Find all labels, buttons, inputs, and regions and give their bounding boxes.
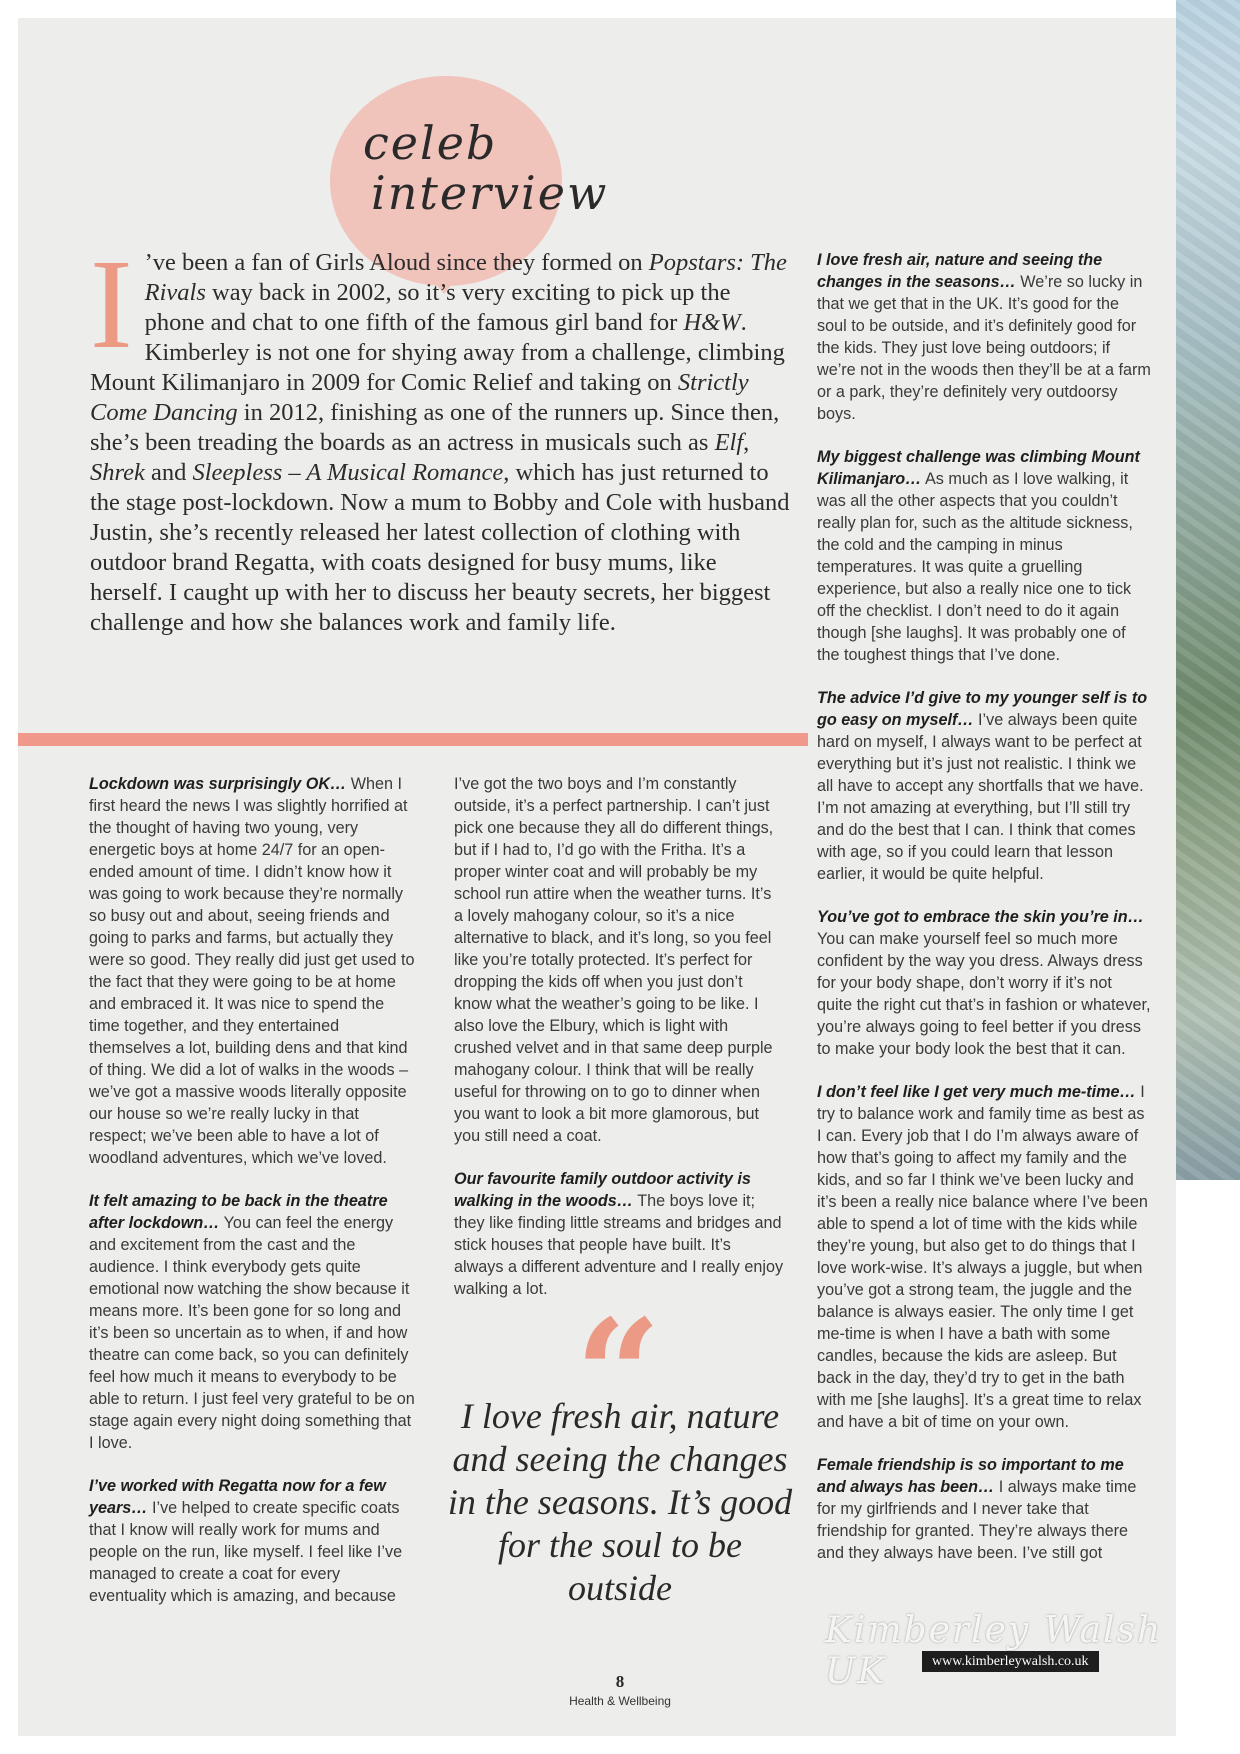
intro-title-strictly: Strictly Come Dancing <box>90 369 749 426</box>
intro-title-sleepless: Sleepless – A Musical Romance <box>192 459 504 486</box>
paragraph-body: When I first heard the news I was slightly horrified at the thought of having two young, very energetic boys at home 24/7 for an open-ended amount of time. I didn’t know how it was going to work because they’re normally so busy out and about, seeing friends and going to parks and farms, but actually they were so good. They really did just get used to the fact that they were going to be at home and embraced it. It was nice to spend the time together, and they entertained themselves a lot, building dens and that kind of thing. We did a lot of walks in the woods – we’ve got a massive woods literally opposite our house so we’re really lucky in that respect; we’ve been able to have a lot of woodland adventures, which we’ve loved. <box>89 775 415 1167</box>
paragraph-body: The boys love it; they like finding little streams and bridges and stick houses that people have built. It’s always a different adventure and I really enjoy walking a lot. <box>454 1192 784 1298</box>
section-title <box>363 118 683 218</box>
watermark-url: www.kimberleywalsh.co.uk <box>922 1651 1099 1672</box>
intro-text: . Kimberley is not one for shying away from a challenge, climbing Mount Kilimanjaro in 2009 for Comic Relief and taking on <box>90 309 785 396</box>
paragraph-body: I always make time for my girlfriends and I never take that friendship for granted. They’re always there and they always have been. I’ve still got <box>817 1478 1137 1562</box>
paragraph-lead: I don’t feel like I get very much me-time… <box>817 1083 1136 1101</box>
intro-text: and <box>144 459 193 486</box>
article-paragraph <box>817 249 1151 425</box>
article-paragraph <box>817 906 1151 1060</box>
section-title-line1: celeb <box>363 116 498 170</box>
article-paragraph <box>817 446 1151 666</box>
intro-text: in 2012, finishing as one of the runners up. Since then, she’s been treading the boards as an actress in musicals such as <box>90 399 780 456</box>
paragraph-body: I’ve helped to create specific coats that I know will really work for mums and people on the run, like myself. I feel like I’ve managed to create a coat for every eventuality which is amazing, and because <box>89 1499 403 1605</box>
paragraph-body: You can make yourself feel so much more confident by the way you dress. Always dress for your body shape, don’t worry if it’s not quite the right cut that’s in fashion or whatever, you’re always going to feel better if you dress to make your body look the best that it can. <box>817 930 1151 1058</box>
divider-rule <box>18 733 808 746</box>
paragraph-lead: You’ve got to embrace the skin you’re in… <box>817 908 1144 926</box>
intro-paragraph <box>90 233 790 638</box>
article-paragraph <box>454 1168 784 1300</box>
article-paragraph <box>817 687 1151 885</box>
intro-text: , which has just returned to the stage post-lockdown. Now a mum to Bobby and Cole with husband Justin, she’s recently released her latest collection of clothing with outdoor brand Regatta, with coats designed for busy mums, like herself. I caught up with her to discuss her beauty secrets, her biggest challenge and how she balances work and family life. <box>90 459 790 636</box>
paragraph-body: As much as I love walking, it was all the other aspects that you couldn’t really plan for, such as the altitude sickness, the cold and the camping in minus temperatures. It was quite a gruelling experience, but also a really nice one to tick off the checklist. I don’t need to do it again though [she laughs]. It was probably one of the toughest things that I’ve done. <box>817 470 1133 664</box>
paragraph-body: I’ve always been quite hard on myself, I always want to be perfect at everything but it’s just not realistic. I think we all have to accept any shortfalls that we have. I’m not amazing at everything, but I’ll still try and do the best that I can. I think that comes with age, so if you could learn that lesson earlier, it would be quite helpful. <box>817 711 1144 883</box>
intro-title-magazine: H&W <box>683 309 741 336</box>
intro-text: way back in 2002, so it’s very exciting to pick up the phone and chat to one fifth of the famous girl band for <box>144 279 731 336</box>
article-column-2 <box>454 773 784 1321</box>
intro-title-shrek: Shrek <box>90 459 145 486</box>
paragraph-lead: Our favourite family outdoor activity is walking in the woods… <box>454 1170 751 1210</box>
article-column-3 <box>817 249 1151 1585</box>
intro-text: ’ve been a fan of Girls Aloud since they formed on <box>144 249 649 276</box>
paragraph-lead: Female friendship is so important to me and always has been… <box>817 1456 1124 1496</box>
article-paragraph <box>817 1454 1151 1564</box>
section-title-line2: interview <box>371 166 609 220</box>
pull-quote: I love fresh air, nature and seeing the changes in the seasons. It’s good for the soul to be outside <box>447 1396 793 1608</box>
watermark-text: Kimberley Walsh UK <box>825 1610 1163 1692</box>
article-paragraph <box>454 773 784 1147</box>
article-paragraph <box>817 1081 1151 1433</box>
paragraph-body: We’re so lucky in that we get that in the UK. It’s good for the soul to be outside, and it’s definitely good for the kids. They just love being outdoors; if we’re not in the woods then they’ll be at a farm or a park, they’re definitely very outdoorsy boys. <box>817 273 1151 423</box>
paragraph-body: You can feel the energy and excitement from the cast and the audience. I think everybody gets quite emotional now watching the show because it means more. It’s been gone for so long and it’s been so uncertain as to when, if and how theatre can come back, so you can definitely feel how much it means to everybody to be able to return. I just feel very grateful to be on stage again every night doing something that I love. <box>89 1214 415 1452</box>
intro-text: , <box>743 429 750 456</box>
paragraph-lead: My biggest challenge was climbing Mount Kilimanjaro… <box>817 448 1140 488</box>
paragraph-lead: Lockdown was surprisingly OK… <box>89 775 347 793</box>
publication-name: Health & Wellbeing <box>569 1694 671 1708</box>
intro-title-popstars: Popstars: The Rivals <box>144 249 787 306</box>
paragraph-body: I’ve got the two boys and I’m constantly outside, it’s a perfect partnership. I can’t just pick one because they all do different things, but if I had to, I’d go with the Fritha. It’s a proper winter coat and will probably be my school run attire when the weather turns. It’s a lovely mahogany colour, so it’s a nice alternative to black, and it’s long, so you feel like you’re totally protected. It’s perfect for dropping the kids off when you just don’t know what the weather’s going to be like. I also love the Elbury, which is light with crushed velvet and in that same deep purple mahogany colour. I think that will be really useful for throwing on to go to dinner when you want to look a bit more glamorous, but you still need a coat. <box>454 775 774 1145</box>
article-paragraph <box>89 1475 419 1607</box>
page-number: 8 <box>615 1672 625 1691</box>
paragraph-lead: The advice I’d give to my younger self is to go easy on myself… <box>817 689 1148 729</box>
paragraph-lead: I love fresh air, nature and seeing the changes in the seasons… <box>817 251 1103 291</box>
article-paragraph <box>89 773 419 1169</box>
paragraph-lead: I’ve worked with Regatta now for a few years… <box>89 1477 386 1517</box>
article-paragraph <box>89 1190 419 1454</box>
quote-mark-icon: “ <box>575 1287 662 1463</box>
side-photo-strip <box>1176 0 1240 1180</box>
paragraph-body: I try to balance work and family time as best as I can. Every job that I do I’m always aware of how that’s going to affect my family and the kids, and so far I think we’ve been lucky and it’s been a really nice balance where I’ve been able to spend a lot of time with the kids while they’re young, but also get to do things that I love work-wise. It’s always a juggle, but when you’ve got a strong team, the juggle and the balance is always easier. The only time I get me-time is when I have a bath with some candles, because the kids are asleep. But back in the day, they’d try to get in the bath with me [she laughs]. It’s a great time to relax and have a bit of time on your own. <box>817 1083 1148 1431</box>
paragraph-lead: It felt amazing to be back in the theatre after lockdown… <box>89 1192 388 1232</box>
intro-title-elf: Elf <box>714 429 744 456</box>
drop-cap: I <box>90 233 133 375</box>
article-column-1 <box>89 773 419 1628</box>
